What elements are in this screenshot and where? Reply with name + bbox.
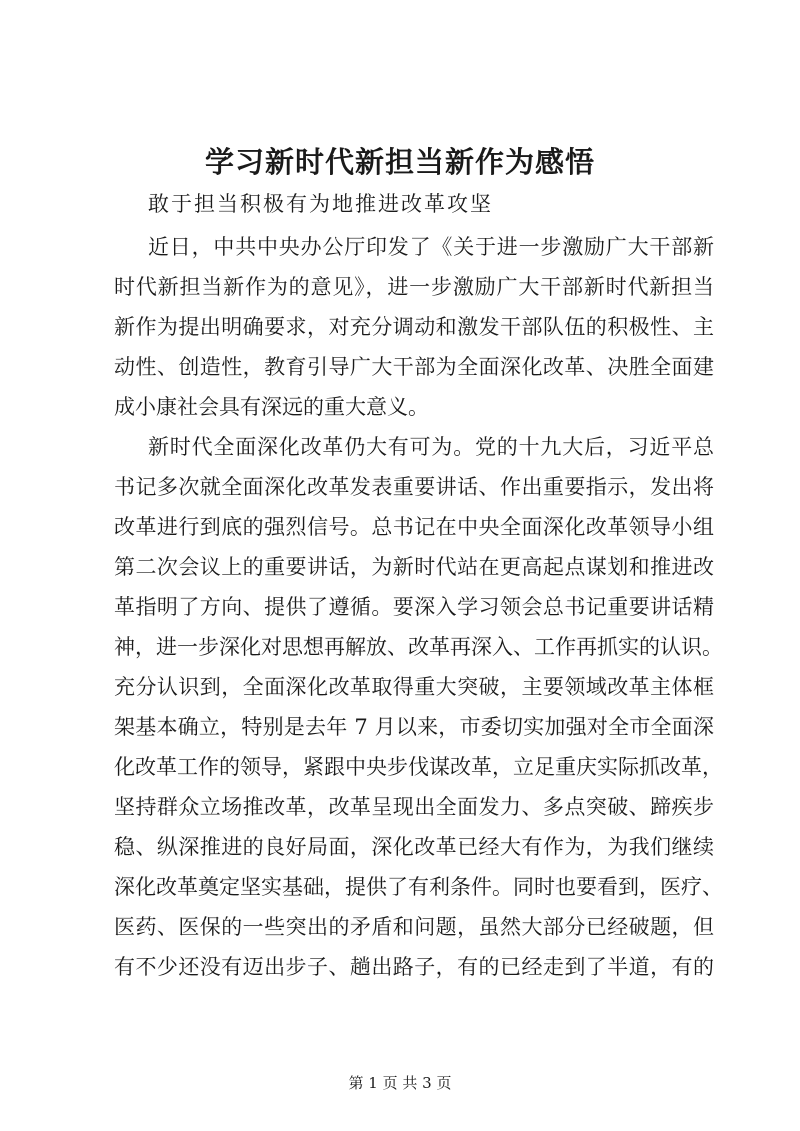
- document-title: 学习新时代新担当新作为感悟: [204, 145, 595, 179]
- body-line: 革指明了方向、提供了遵循。要深入学习领会总书记重要讲话精: [114, 595, 714, 619]
- body-line: 改革进行到底的强烈信号。总书记在中央全面深化改革领导小组: [114, 515, 714, 539]
- body-line: 架基本确立，特别是去年 7 月以来，市委切实加强对全市全面深: [114, 715, 714, 739]
- body-line: 深化改革奠定坚实基础，提供了有利条件。同时也要看到，医疗、: [114, 875, 723, 899]
- page-footer: 第 1 页 共 3 页: [348, 1074, 452, 1092]
- body-line: 第二次会议上的重要讲话，为新时代站在更高起点谋划和推进改: [114, 555, 714, 579]
- body-line: 近日，中共中央办公厅印发了《关于进一步激励广大干部新: [148, 235, 714, 259]
- body-line: 神，进一步深化对思想再解放、改革再深入、工作再抓实的认识。: [114, 635, 723, 659]
- body-line: 新作为提出明确要求，对充分调动和激发干部队伍的积极性、主: [114, 315, 714, 339]
- document-subtitle: 敢于担当积极有为地推进改革攻坚: [148, 192, 493, 216]
- body-line: 书记多次就全面深化改革发表重要讲话、作出重要指示，发出将: [114, 475, 714, 499]
- body-line: 稳、纵深推进的良好局面，深化改革已经大有作为，为我们继续: [114, 835, 714, 859]
- body-line: 医药、医保的一些突出的矛盾和问题，虽然大部分已经破题，但: [114, 915, 714, 939]
- body-line: 时代新担当新作为的意见》，进一步激励广大干部新时代新担当: [114, 275, 714, 299]
- body-line: 充分认识到，全面深化改革取得重大突破，主要领域改革主体框: [114, 675, 714, 699]
- body-line: 新时代全面深化改革仍大有可为。党的十九大后，习近平总: [148, 435, 714, 459]
- body-line: 动性、创造性，教育引导广大干部为全面深化改革、决胜全面建: [114, 355, 714, 379]
- body-line: 坚持群众立场推改革，改革呈现出全面发力、多点突破、蹄疾步: [114, 795, 714, 819]
- body-line: 化改革工作的领导，紧跟中央步伐谋改革，立足重庆实际抓改革，: [114, 755, 723, 779]
- body-line: 成小康社会具有深远的重大意义。: [114, 395, 429, 419]
- body-line: 有不少还没有迈出步子、趟出路子，有的已经走到了半道，有的: [114, 955, 714, 979]
